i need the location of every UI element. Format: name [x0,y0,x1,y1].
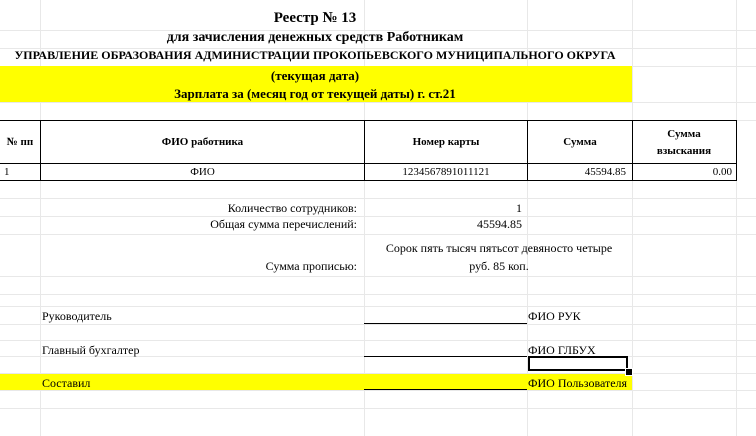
chief-accountant-name[interactable]: ФИО ГЛБУХ [528,343,596,357]
author-name[interactable]: ФИО Пользователя [528,376,628,390]
cell-deduction[interactable]: 0.00 [712,166,732,178]
chief-accountant-label[interactable]: Главный бухгалтер [42,343,140,357]
active-cell-selection[interactable] [528,356,628,371]
registry-subtitle[interactable]: для зачисления денежных средств Работникам [166,30,464,45]
organization-name[interactable]: УПРАВЛЕНИЕ ОБРАЗОВАНИЯ АДМИНИСТРАЦИИ ПРОКОПЬЕВСКОГО МУНИЦИПАЛЬНОГО ОКРУГА [14,48,616,62]
amount-in-words-line2[interactable]: руб. 85 коп. [469,259,529,273]
employee-count-label[interactable]: Количество сотрудников: [227,201,357,215]
column-header-card-number[interactable]: Номер карты [412,136,480,148]
cell-number[interactable]: 1 [4,166,10,178]
amount-in-words-label[interactable]: Сумма прописью: [265,259,357,273]
head-signature-line[interactable] [364,323,527,324]
column-header-number[interactable]: № пп [6,136,34,148]
head-label[interactable]: Руководитель [42,309,112,323]
head-name[interactable]: ФИО РУК [528,309,581,323]
fill-handle[interactable] [625,368,633,376]
chief-accountant-signature-line[interactable] [364,356,527,357]
column-header-employee-name[interactable]: ФИО работника [161,136,244,148]
employee-count-value[interactable]: 1 [516,201,522,215]
amount-in-words-line1[interactable]: Сорок пять тысяч пятьсот девяносто четыре [385,241,613,255]
cell-employee-name[interactable]: ФИО [190,166,215,178]
author-signature-line[interactable] [364,389,527,390]
period-line[interactable]: Зарплата за (месяц год от текущей даты) г. ст.21 [174,86,456,101]
total-amount-label[interactable]: Общая сумма перечислений: [210,217,357,231]
registry-title[interactable]: Реестр № 13 [273,10,357,26]
cell-card-number[interactable]: 1234567891011121 [402,166,490,178]
total-amount-value[interactable]: 45594.85 [477,217,522,231]
column-header-deduction[interactable]: Сумма взыскания [656,128,712,157]
column-header-amount[interactable]: Сумма [563,136,597,148]
author-label[interactable]: Составил [42,376,91,390]
cell-amount[interactable]: 45594.85 [584,166,626,178]
date-line[interactable]: (текущая дата) [270,68,360,83]
